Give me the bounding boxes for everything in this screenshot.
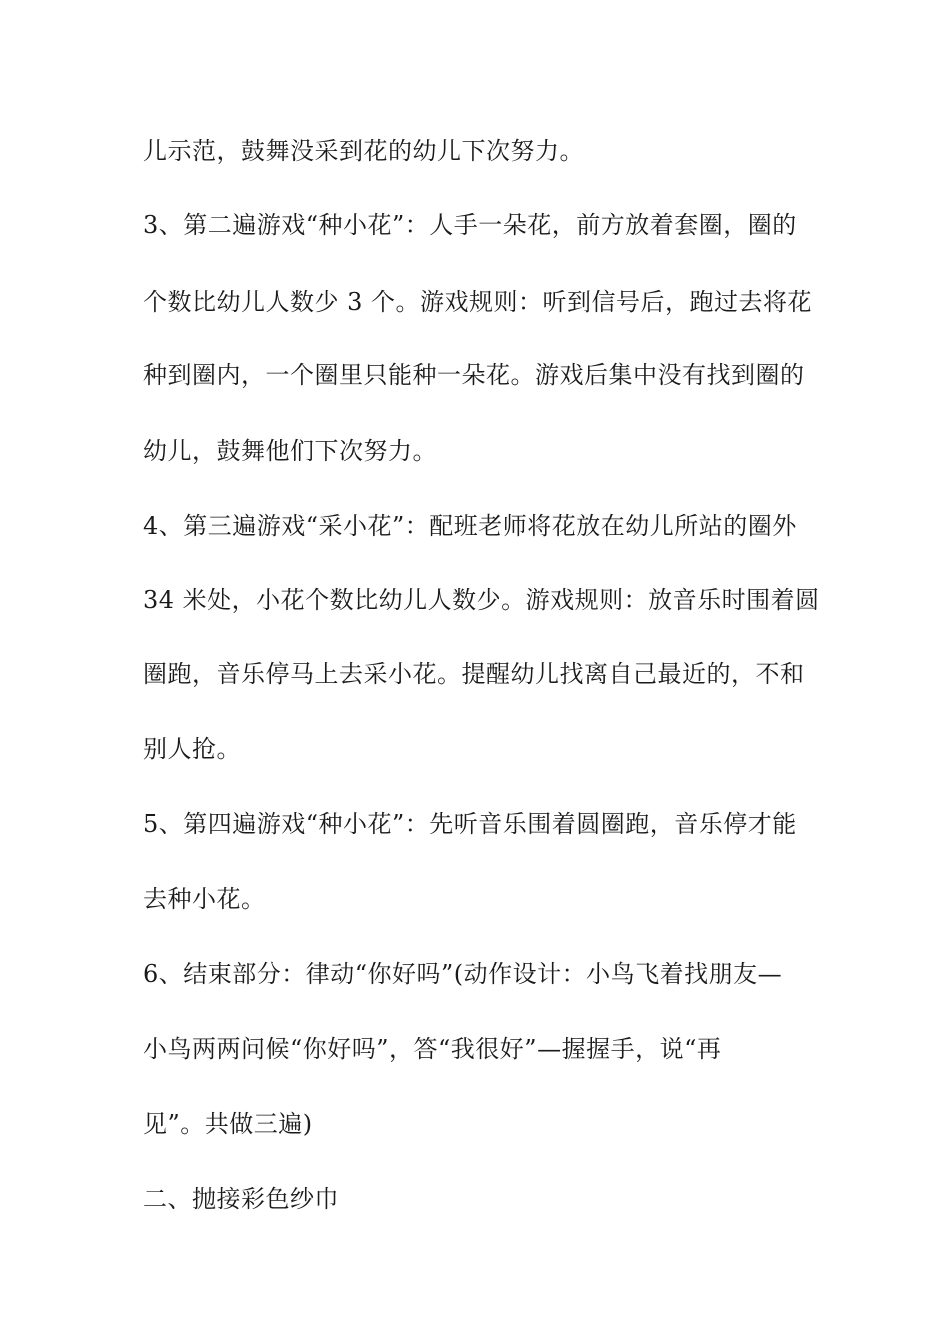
text-line: 幼儿，鼓舞他们下次努力。 [143, 437, 437, 465]
text-line: 3、第二遍游戏“种小花”：人手一朵花，前方放着套圈，圈的 [143, 211, 797, 239]
text-line: 个数比幼儿人数少 3 个。游戏规则：听到信号后，跑过去将花 [143, 288, 813, 316]
text-line: 5、第四遍游戏“种小花”：先听音乐围着圆圈跑，音乐停才能 [143, 810, 797, 838]
text-line: 小鸟两两问候“你好吗”，答“我很好”—握握手，说“再 [143, 1035, 722, 1063]
text-line: 4、第三遍游戏“采小花”：配班老师将花放在幼儿所站的圈外 [143, 512, 797, 540]
text-line: 别人抢。 [143, 735, 241, 763]
text-line: 6、结束部分：律动“你好吗”(动作设计：小鸟飞着找朋友— [143, 960, 783, 988]
text-line: 圈跑，音乐停马上去采小花。提醒幼儿找离自己最近的，不和 [143, 660, 805, 688]
text-line: 见”。共做三遍) [143, 1110, 313, 1138]
text-line: 去种小花。 [143, 885, 266, 913]
text-line: 种到圈内，一个圈里只能种一朵花。游戏后集中没有找到圈的 [143, 361, 805, 389]
text-line: 儿示范，鼓舞没采到花的幼儿下次努力。 [143, 137, 584, 165]
text-line: 34 米处，小花个数比幼儿人数少。游戏规则：放音乐时围着圆 [143, 586, 820, 614]
section-heading: 二、抛接彩色纱巾 [143, 1185, 339, 1213]
